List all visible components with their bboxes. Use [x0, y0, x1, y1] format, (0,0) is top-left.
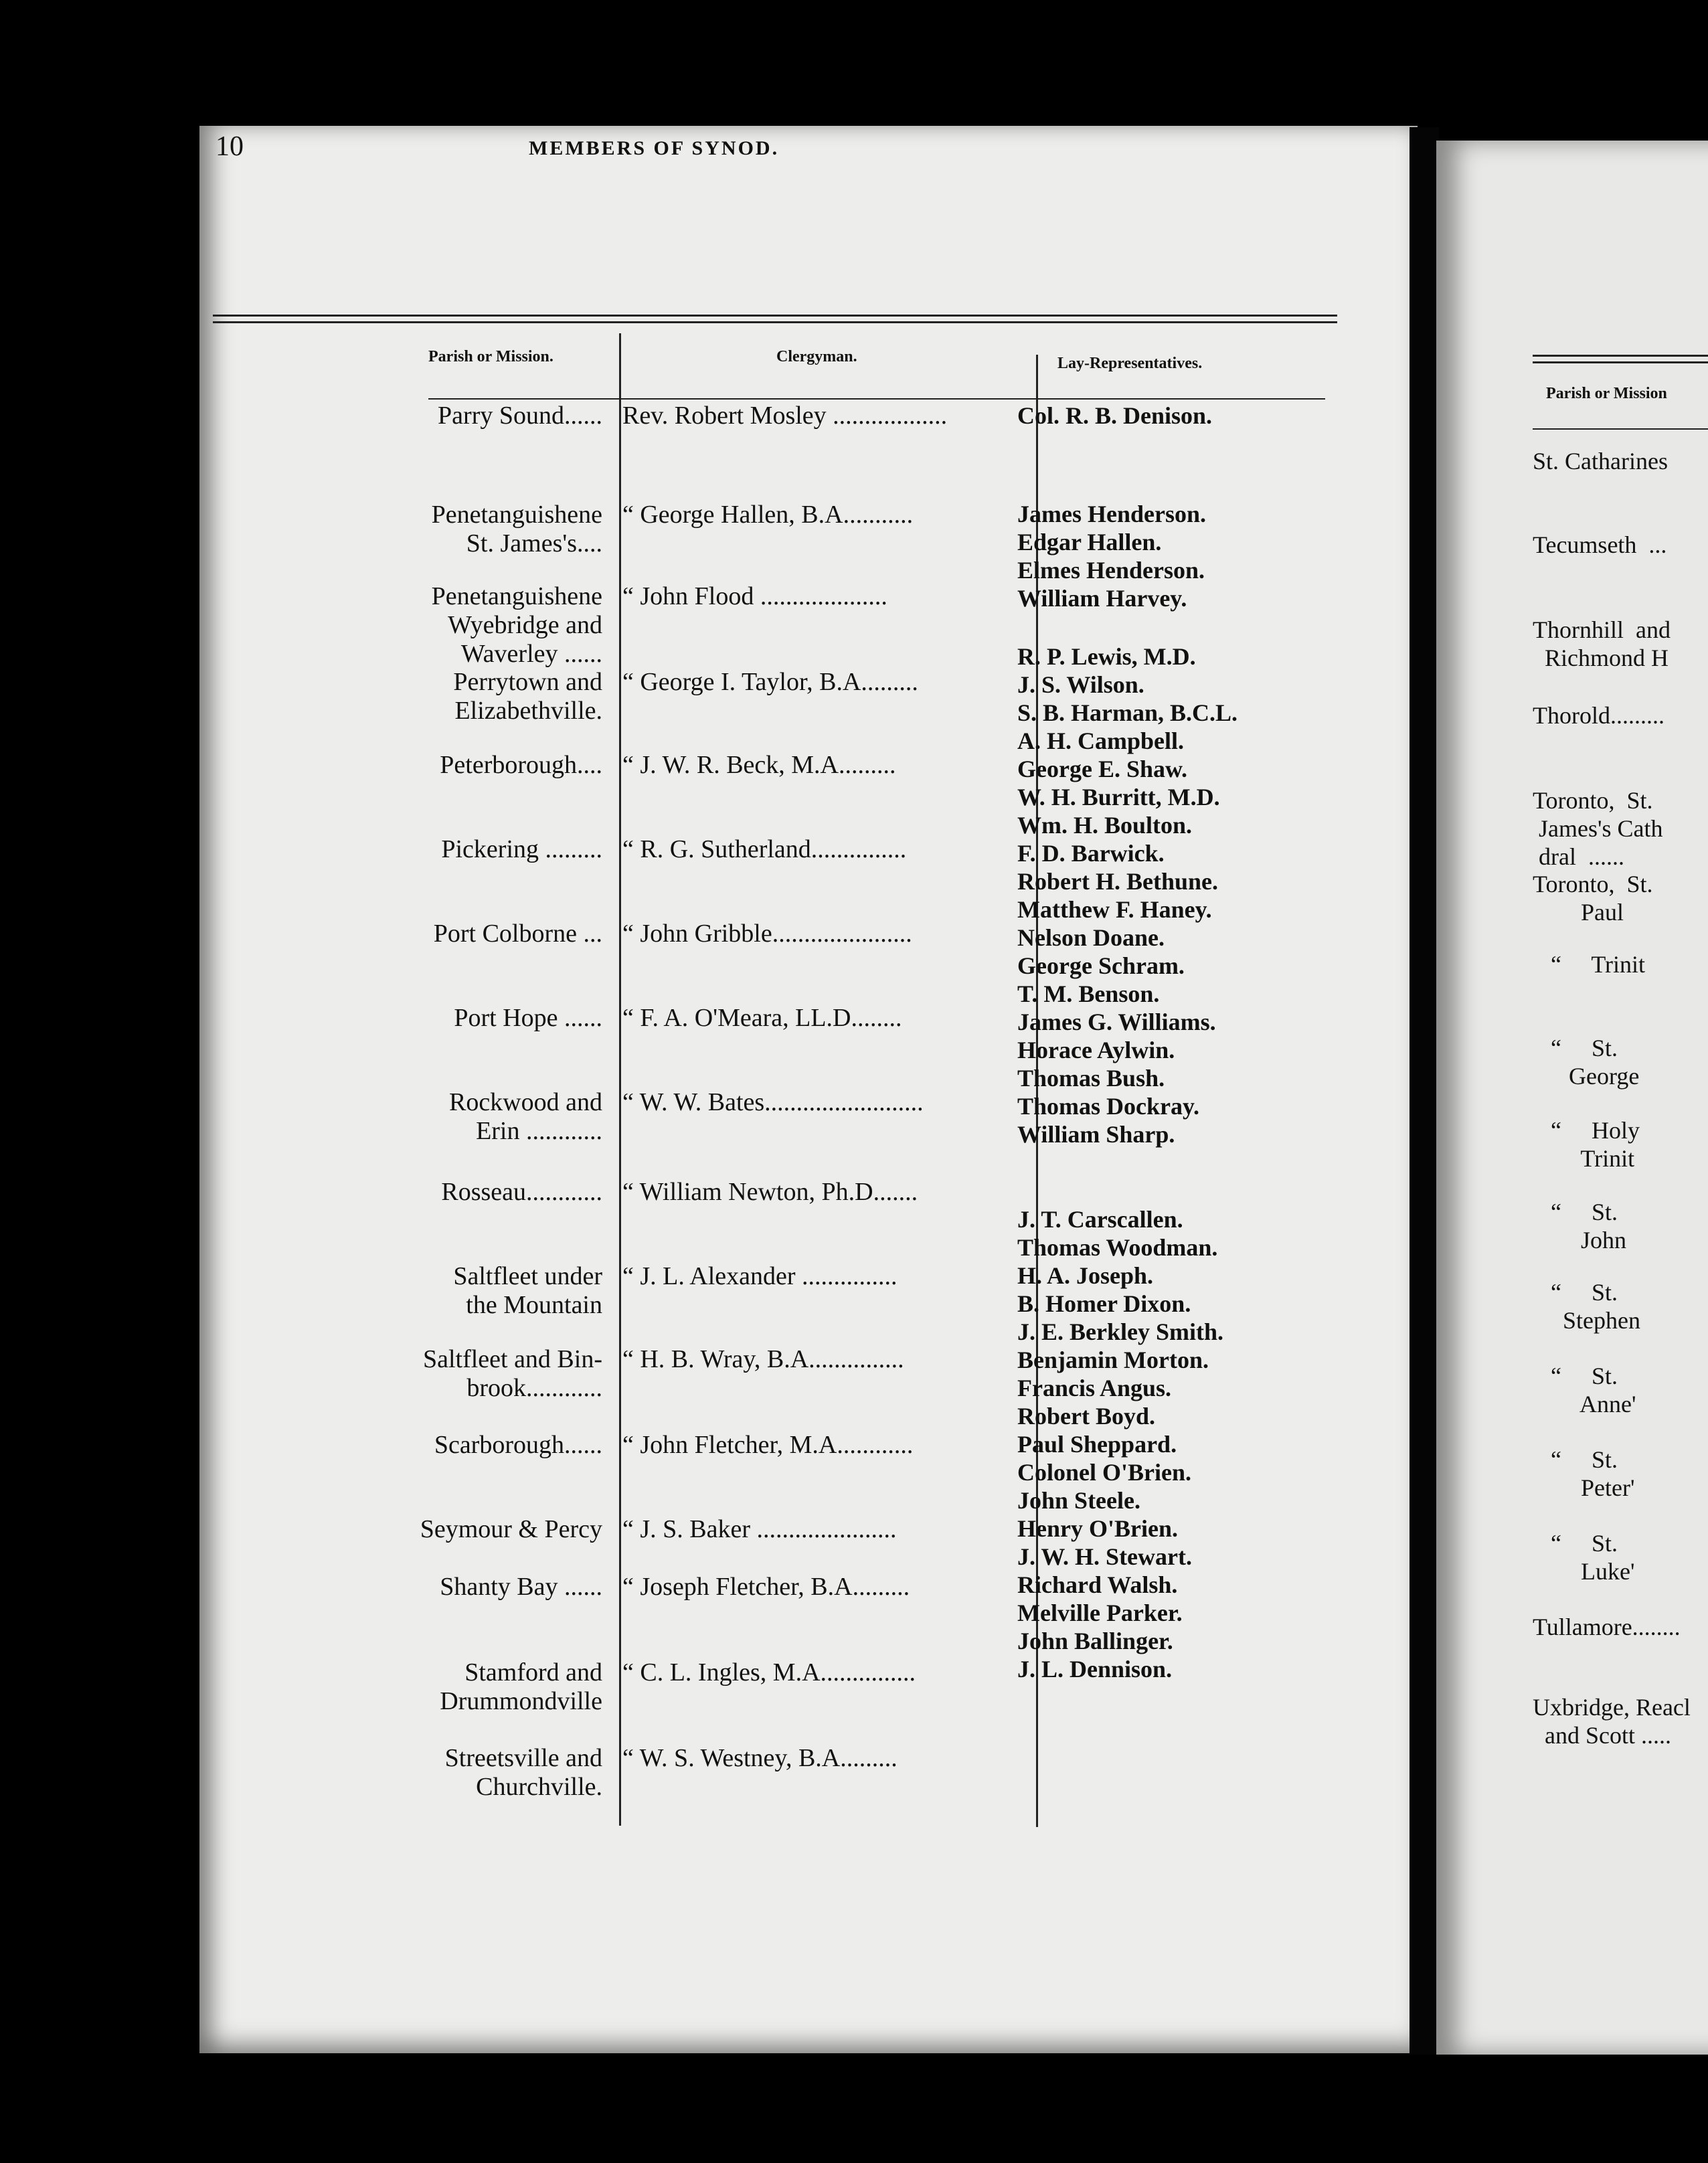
parish-line: Shanty Bay ...... [440, 1573, 602, 1601]
lay-representative: Richard Walsh. [1017, 1571, 1178, 1598]
lay-representative: H. A. Joseph. [1017, 1262, 1154, 1289]
lay-representative: Francis Angus. [1017, 1375, 1172, 1401]
right-parish-entry [1533, 870, 1653, 926]
lay-representative: Matthew F. Haney. [1017, 896, 1212, 923]
right-parish-line: and Scott ..... [1533, 1722, 1671, 1749]
clergyman-name: “ John Fletcher, M.A............ [622, 1431, 914, 1459]
lay-representative: J. E. Berkley Smith. [1017, 1318, 1224, 1345]
parish-name [201, 1262, 602, 1320]
book-gutter [1410, 127, 1439, 2055]
parish-name [201, 1004, 602, 1033]
clergyman-name: “ C. L. Ingles, M.A............... [622, 1658, 916, 1686]
parish-line: Rosseau............ [441, 1178, 602, 1206]
right-parish-line: “ St. [1533, 1199, 1618, 1225]
lay-representative: J. S. Wilson. [1017, 671, 1144, 698]
clergyman-name: “ William Newton, Ph.D....... [622, 1178, 918, 1206]
right-parish-line: Uxbridge, Reacl [1533, 1694, 1691, 1721]
lay-representative: Thomas Dockray. [1017, 1093, 1200, 1120]
right-parish-line: Richmond H [1533, 644, 1669, 671]
right-parish-line: Tullamore........ [1533, 1614, 1681, 1640]
lay-representative: S. B. Harman, B.C.L. [1017, 699, 1238, 726]
lay-representative: John Steele. [1017, 1487, 1140, 1514]
right-parish-entry [1533, 1198, 1626, 1254]
right-parish-line: Tecumseth ... [1533, 531, 1667, 558]
parish-line: Drummondville [440, 1687, 602, 1715]
right-page-rule-double [1533, 361, 1708, 363]
parish-line: Peterborough.... [440, 751, 602, 779]
right-parish-entry [1533, 1529, 1634, 1585]
lay-representatives-column [1017, 402, 1237, 1683]
parish-line: Saltfleet under [453, 1262, 602, 1290]
right-parish-entry [1533, 1034, 1639, 1090]
lay-representative: John Ballinger. [1017, 1628, 1173, 1654]
lay-representative: F. D. Barwick. [1017, 840, 1165, 867]
right-parish-line: “ St. [1533, 1446, 1618, 1473]
column-divider-1 [619, 333, 621, 1826]
right-page-rule-bottom [1533, 428, 1708, 430]
parish-line: brook............ [466, 1374, 602, 1402]
column-head-parish: Parish or Mission. [428, 348, 553, 365]
clergyman-name: “ J. W. R. Beck, M.A......... [622, 751, 896, 779]
clergyman-name: “ John Gribble...................... [622, 920, 912, 948]
clergyman-name: “ George I. Taylor, B.A......... [622, 668, 918, 696]
parish-line: Elizabethville. [454, 697, 602, 725]
lay-representative: Thomas Bush. [1017, 1065, 1165, 1092]
parish-line: Churchville. [476, 1773, 602, 1801]
right-parish-line: Paul [1533, 899, 1624, 926]
lay-representative: A. H. Campbell. [1017, 727, 1185, 754]
right-parish-entry [1533, 1446, 1634, 1502]
column-head-lay-representatives: Lay-Representatives. [1057, 355, 1203, 372]
right-parish-entry [1533, 447, 1668, 475]
clergyman-name: “ George Hallen, B.A........... [622, 501, 914, 529]
page-number: 10 [216, 131, 244, 162]
clergyman-name: “ H. B. Wray, B.A............... [622, 1345, 904, 1373]
right-parish-line: “ St. [1533, 1530, 1618, 1557]
lay-representative: R. P. Lewis, M.D. [1017, 643, 1196, 670]
right-parish-line: “ Holy [1533, 1117, 1640, 1144]
lay-representative: Robert H. Bethune. [1017, 868, 1218, 895]
lay-representative: James Henderson. [1017, 501, 1206, 527]
right-parish-line: Luke' [1533, 1558, 1635, 1585]
parish-name [201, 1088, 602, 1146]
right-parish-line: George [1533, 1063, 1640, 1090]
lay-representative: Thomas Woodman. [1017, 1234, 1218, 1261]
parish-line: the Mountain [466, 1291, 602, 1319]
lay-representative: Henry O'Brien. [1017, 1515, 1178, 1542]
clergyman-name: “ J. L. Alexander ............... [622, 1262, 898, 1290]
parish-line: Erin ............ [476, 1117, 602, 1145]
running-head: MEMBERS OF SYNOD. [529, 137, 780, 159]
clergyman-name: “ Joseph Fletcher, B.A......... [622, 1573, 910, 1601]
right-parish-line: dral ...... [1533, 843, 1624, 870]
right-parish-line: Thorold......... [1533, 702, 1664, 729]
parish-name [201, 751, 602, 780]
right-parish-line: Trinit [1533, 1145, 1635, 1172]
parish-line: Wyebridge and [448, 611, 602, 639]
right-column-head-parish: Parish or Mission [1546, 385, 1667, 402]
parish-name [201, 1744, 602, 1802]
parish-line: Scarborough...... [434, 1431, 602, 1459]
parish-line: St. James's.... [466, 529, 602, 557]
right-parish-line: Thornhill and [1533, 616, 1671, 643]
lay-representative: William Harvey. [1017, 585, 1187, 612]
right-parish-entry [1533, 786, 1662, 871]
lay-representative: Robert Boyd. [1017, 1403, 1155, 1430]
lay-representative: J. L. Dennison. [1017, 1656, 1173, 1682]
right-parish-entry [1533, 950, 1645, 978]
right-parish-line: Peter' [1533, 1474, 1635, 1501]
parish-name [201, 1515, 602, 1544]
parish-line: Saltfleet and Bin- [422, 1345, 602, 1373]
lay-representative: Colonel O'Brien. [1017, 1459, 1191, 1486]
right-parish-entry [1533, 701, 1664, 729]
parish-line: Port Colborne ... [433, 920, 602, 948]
parish-line: Waverley ...... [460, 640, 602, 668]
right-page-rule-top [1533, 355, 1708, 357]
parish-line: Parry Sound...... [438, 402, 602, 430]
parish-name [201, 1431, 602, 1460]
parish-line: Streetsville and [444, 1744, 602, 1772]
parish-line: Pickering ......... [441, 835, 602, 863]
header-rule-double [213, 321, 1337, 323]
parish-line: Perrytown and [453, 668, 602, 696]
parish-name [201, 501, 602, 558]
right-parish-line: James's Cath [1533, 815, 1663, 842]
parish-name [201, 835, 602, 864]
lay-representative: Horace Aylwin. [1017, 1037, 1175, 1063]
parish-line: Port Hope ...... [454, 1004, 602, 1032]
right-parish-line: “ St. [1533, 1363, 1618, 1389]
lay-representative: Benjamin Morton. [1017, 1347, 1209, 1373]
lay-representative: Melville Parker. [1017, 1599, 1183, 1626]
lay-representative: George E. Shaw. [1017, 756, 1188, 782]
lay-representative: Elmes Henderson. [1017, 557, 1205, 584]
right-parish-entry [1533, 1278, 1640, 1334]
clergyman-name: “ W. W. Bates......................... [622, 1088, 924, 1116]
header-rule-top [213, 315, 1337, 317]
right-parish-line: “ St. [1533, 1279, 1618, 1306]
lay-representative: T. M. Benson. [1017, 980, 1160, 1007]
lay-representative: William Sharp. [1017, 1121, 1175, 1148]
lay-representative: J. W. H. Stewart. [1017, 1543, 1192, 1570]
right-parish-line: Anne' [1533, 1391, 1636, 1417]
lay-representative: W. H. Burritt, M.D. [1017, 784, 1220, 810]
lay-representative: Edgar Hallen. [1017, 529, 1162, 555]
clergyman-name: Rev. Robert Mosley .................. [622, 402, 948, 430]
right-parish-line: Stephen [1533, 1307, 1640, 1334]
parish-line: Penetanguishene [431, 582, 602, 610]
parish-name [201, 402, 602, 430]
header-rule-bottom [428, 398, 1325, 400]
parish-name [201, 1345, 602, 1403]
parish-name [201, 1573, 602, 1602]
clergyman-name: “ W. S. Westney, B.A......... [622, 1744, 898, 1772]
lay-representative: James G. Williams. [1017, 1009, 1216, 1035]
parish-name [201, 1658, 602, 1716]
clergyman-name: “ F. A. O'Meara, LL.D........ [622, 1004, 902, 1032]
right-parish-line: John [1533, 1227, 1627, 1253]
parish-name [201, 1178, 602, 1207]
lay-representative: Wm. H. Boulton. [1017, 812, 1193, 839]
right-parish-line: St. Catharines [1533, 448, 1668, 474]
clergyman-name: “ R. G. Sutherland............... [622, 835, 907, 863]
lay-representative: Nelson Doane. [1017, 924, 1165, 951]
clergyman-name: “ J. S. Baker ...................... [622, 1515, 897, 1543]
lay-representative: Col. R. B. Denison. [1017, 402, 1213, 429]
column-head-clergyman: Clergyman. [776, 348, 857, 365]
parish-line: Rockwood and [448, 1088, 602, 1116]
right-page [1436, 141, 1708, 2055]
right-parish-entry [1533, 1693, 1691, 1749]
parish-name [201, 668, 602, 725]
clergyman-name: “ John Flood .................... [622, 582, 887, 610]
right-parish-line: “ St. [1533, 1035, 1618, 1061]
right-parish-entry [1533, 1116, 1640, 1173]
parish-name [201, 920, 602, 948]
right-parish-line: “ Trinit [1533, 951, 1646, 978]
parish-name [201, 582, 602, 669]
lay-representative: J. T. Carscallen. [1017, 1206, 1183, 1233]
right-parish-entry [1533, 1613, 1681, 1641]
lay-representative: George Schram. [1017, 952, 1185, 979]
lay-representative: B. Homer Dixon. [1017, 1290, 1191, 1317]
parish-line: Stamford and [464, 1658, 602, 1686]
parish-line: Penetanguishene [431, 501, 602, 529]
right-parish-line: Toronto, St. [1533, 787, 1653, 814]
right-parish-line: Toronto, St. [1533, 871, 1653, 897]
right-parish-entry [1533, 531, 1667, 559]
parish-line: Seymour & Percy [420, 1515, 602, 1543]
right-parish-entry [1533, 1362, 1636, 1418]
lay-representative: Paul Sheppard. [1017, 1431, 1177, 1458]
right-parish-entry [1533, 616, 1671, 672]
